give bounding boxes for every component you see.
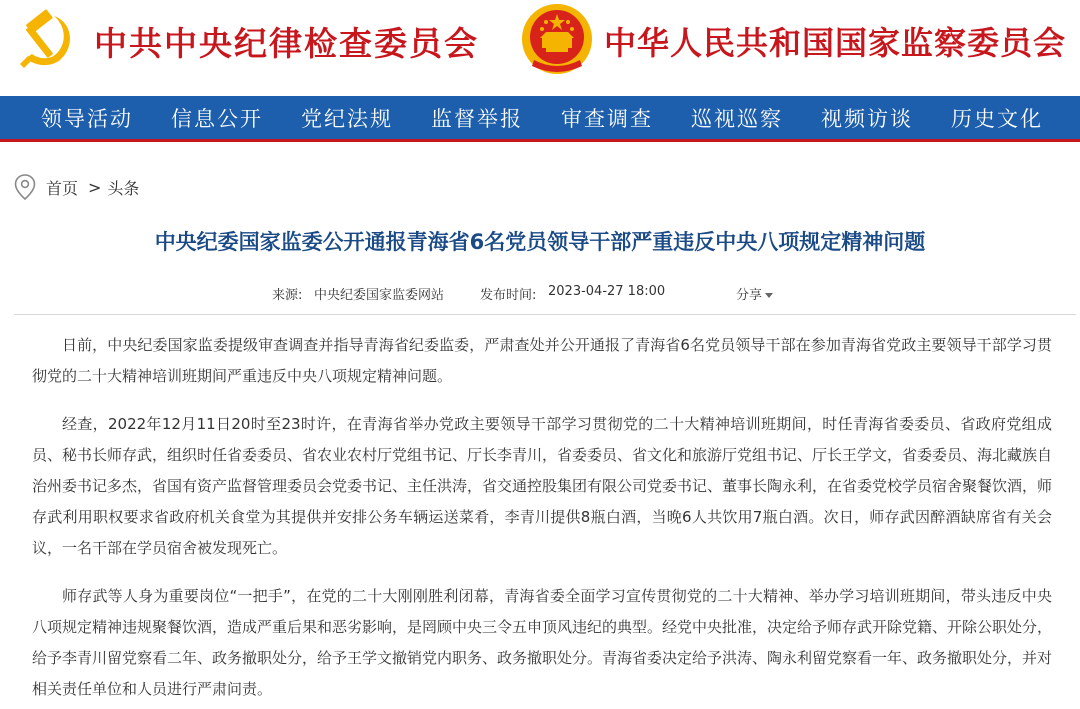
publish-time-label: 发布时间: bbox=[480, 288, 537, 303]
article-meta bbox=[0, 284, 1080, 304]
share-label: 分享 bbox=[736, 288, 763, 303]
breadcrumb bbox=[14, 172, 139, 202]
cpc-ccdi-title: 中共中央纪律检查委员会 bbox=[94, 24, 479, 63]
source-value: 中央纪委国家监委网站 bbox=[314, 288, 445, 303]
party-emblem-icon[interactable] bbox=[14, 8, 78, 72]
nav-item-report[interactable]: 监督举报 bbox=[431, 106, 523, 131]
nav-item-investigation[interactable]: 审查调查 bbox=[561, 106, 653, 131]
main-nav bbox=[0, 96, 1080, 142]
publish-time-value: 2023-04-27 18:00 bbox=[548, 284, 666, 299]
nav-item-regulations[interactable]: 党纪法规 bbox=[301, 106, 393, 131]
nav-list bbox=[0, 96, 1080, 139]
meta-divider bbox=[14, 314, 1076, 315]
site-header bbox=[0, 0, 1080, 96]
national-emblem-icon[interactable] bbox=[520, 2, 594, 76]
article-paragraph: 经查，2022年12月11日20时至23时许，在青海省举办党政主要领导干部学习贯彻党的二十大精神培训班期间，时任青海省委委员、省政府党组成员、秘书长师存武，组织时任省委委员、省农业农村厅党组书记、厅长李青川，省委委员、省文化和旅游厅党组书记、厅长王学文，省委委员、海北藏族自治州委书记多杰，省国有资产监督管理委员会党委书记、主任洪涛，省交通控股集团有限公司党委书记、董事长陶永利，在省委党校学员宿舍聚餐饮酒，师存武利用职权要求省政府机关食堂为其提供并安排公务车辆运送菜肴，李青川提供8瓶白酒，当晚6人共饮用7瓶白酒。次日，师存武因醉酒缺席省有关会议，一名干部在学员宿舍被发现死亡。 bbox=[32, 415, 1053, 557]
source-label: 来源: bbox=[272, 288, 303, 303]
nav-item-leadership[interactable]: 领导活动 bbox=[41, 106, 133, 131]
breadcrumb-current[interactable]: 头条 bbox=[107, 178, 140, 198]
article-title: 中央纪委国家监委公开通报青海省6名党员领导干部严重违反中央八项规定精神问题 bbox=[154, 230, 926, 254]
share-dropdown[interactable] bbox=[736, 284, 773, 303]
chevron-down-icon bbox=[765, 293, 773, 298]
nav-item-inspection[interactable]: 巡视巡察 bbox=[691, 106, 783, 131]
nav-item-history[interactable]: 历史文化 bbox=[951, 106, 1043, 131]
article-paragraph: 师存武等人身为重要岗位“一把手”，在党的二十大刚刚胜利闭幕，青海省委全面学习宣传贯彻党的二十大精神、举办学习培训班期间，带头违反中央八项规定精神违规聚餐饮酒，造成严重后果和恶劣影响，是罔顾中央三令五申顶风违纪的典型。经党中央批准，决定给予师存武开除党籍、开除公职处分，给予李青川留党察看二年、政务撤职处分，给予王学文撤销党内职务、政务撤职处分。青海省委决定给予洪涛、陶永利留党察看一年、政务撤职处分，并对相关责任单位和人员进行严肃问责。 bbox=[32, 587, 1053, 698]
location-pin-icon bbox=[14, 174, 36, 200]
nav-item-video[interactable]: 视频访谈 bbox=[821, 106, 913, 131]
nsc-title: 中华人民共和国国家监察委员会 bbox=[604, 24, 1067, 62]
breadcrumb-home-link[interactable]: 首页 bbox=[46, 178, 79, 198]
breadcrumb-separator: > bbox=[88, 177, 102, 197]
article-paragraph: 日前，中央纪委国家监委提级审查调查并指导青海省纪委监委，严肃查处并公开通报了青海省6名党员领导干部在参加青海省党政主要领导干部学习贯彻党的二十大精神培训班期间严重违反中央八项规定精神问题。 bbox=[32, 336, 1052, 385]
nav-item-info-disclosure[interactable]: 信息公开 bbox=[171, 106, 263, 131]
article-body bbox=[32, 330, 1052, 709]
